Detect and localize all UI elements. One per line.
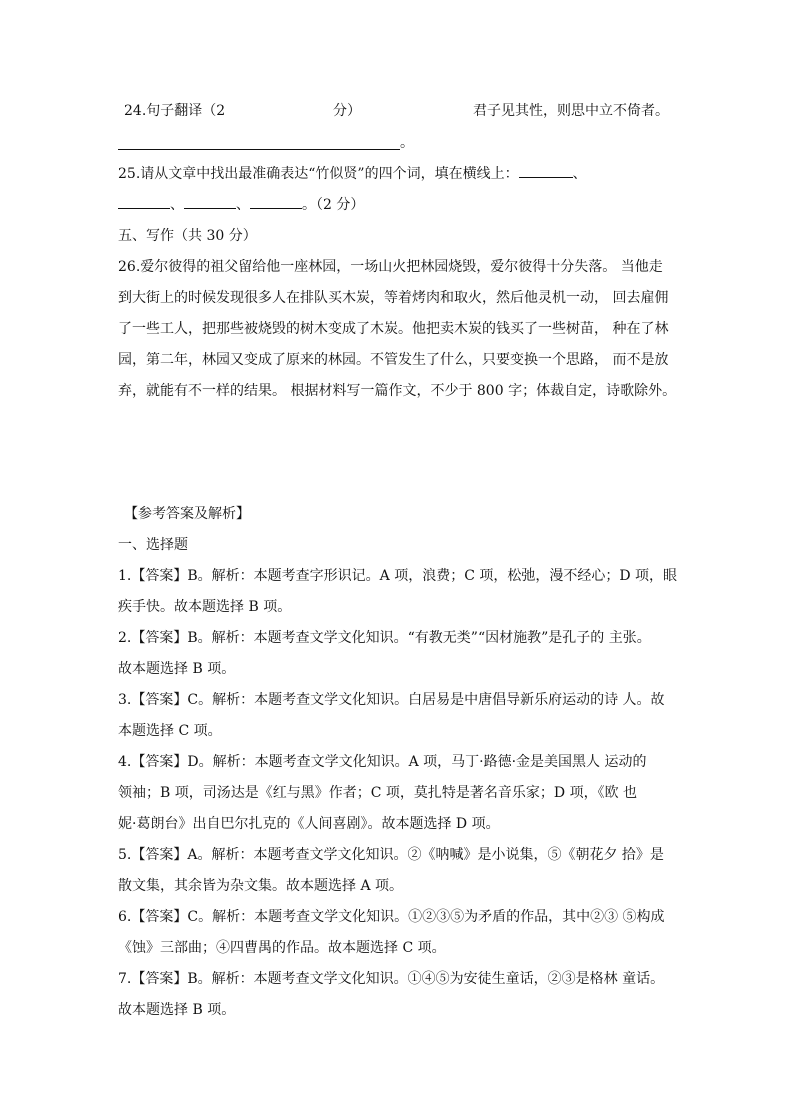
q25-prompt: 25.请从文章中找出最准确表达“竹似贤”的四个词，填在横线上： xyxy=(118,166,519,182)
q26-line: 园，第二年，林园又变成了原来的林园。不管发生了什么，只要变换一个思路， 而不是放 xyxy=(118,352,669,368)
q25-end: 。（2 分） xyxy=(302,197,365,213)
answer-line: 5.【答案】A。解析：本题考查文学文化知识。②《呐喊》是小说集，⑤《朝花夕 拾》是 xyxy=(118,847,664,863)
answer-line: 1.【答案】B。解析：本题考查字形识记。A 项，浪费；C 项，松弛，漫不经心；D 项，眼 xyxy=(118,568,678,584)
answer-line: 本题选择 C 项。 xyxy=(118,723,222,739)
q26-line: 到大街上的时候发现很多人在排队买木炭，等着烤肉和取火，然后他灵机一动， 回去雇佣 xyxy=(118,290,669,306)
q24-label: 24.句子翻译（2 xyxy=(124,103,226,119)
blank xyxy=(184,196,236,209)
q24-answer-line xyxy=(118,149,400,150)
answer-line: 疾手快。故本题选择 B 项。 xyxy=(118,599,292,615)
answer-line: 领袖；B 项，司汤达是《红与黑》作者；C 项，莫扎特是著名音乐家；D 项，《欧 也 xyxy=(118,785,638,801)
answer-line: 妮·葛朗台》出自巴尔扎克的《人间喜剧》。故本题选择 D 项。 xyxy=(118,816,500,832)
separator: 、 xyxy=(572,166,587,182)
answer-line: 6.【答案】C。解析：本题考查文学文化知识。①②③⑤为矛盾的作品，其中②③ ⑤构成 xyxy=(118,909,665,925)
answer-line: 3.【答案】C。解析：本题考查文学文化知识。白居易是中唐倡导新乐府运动的诗 人。故 xyxy=(118,692,665,708)
answer-line: 散文集，其余皆为杂文集。故本题选择 A 项。 xyxy=(118,878,404,894)
q24-end: 。 xyxy=(400,135,414,151)
separator: 、 xyxy=(236,197,250,213)
blank xyxy=(519,165,573,178)
section-heading: 一、选择题 xyxy=(118,537,188,553)
q25-question xyxy=(118,165,678,183)
answer-line: 2.【答案】B。解析：本题考查文学文化知识。“有教无类”“因材施教”是孔子的 主张。 xyxy=(118,630,651,646)
q24-score: 分） xyxy=(333,103,361,119)
q26-line: 了一些工人，把那些被烧毁的树木变成了木炭。他把卖木炭的钱买了一些树苗， 种在了林 xyxy=(118,321,669,337)
answer-line: 故本题选择 B 项。 xyxy=(118,661,236,677)
q24-sentence: 君子见其性，则思中立不倚者。 xyxy=(473,103,669,119)
answer-line: 故本题选择 B 项。 xyxy=(118,1002,236,1018)
blank xyxy=(250,196,302,209)
q25-blanks xyxy=(118,196,678,214)
q26-line: 弃，就能有不一样的结果。 根据材料写一篇作文，不少于 800 字；体裁自定，诗歌除外。 xyxy=(118,383,677,399)
answer-line: 4.【答案】D。解析：本题考查文学文化知识。A 项，马丁·路德·金是美国黑人 运动的 xyxy=(118,754,647,770)
answer-line: 《蚀》三部曲；④四曹禺的作品。故本题选择 C 项。 xyxy=(118,940,446,956)
q26-line: 26.爱尔彼得的祖父留给他一座林园，一场山火把林园烧毁，爱尔彼得十分失落。 当他走 xyxy=(118,259,663,275)
section-heading: 五、写作（共 30 分） xyxy=(118,228,257,244)
answer-line: 7.【答案】B。解析：本题考查文学文化知识。①④⑤为安徒生童话，②③是格林 童话。 xyxy=(118,971,665,987)
separator: 、 xyxy=(170,197,184,213)
blank xyxy=(118,196,170,209)
answers-title: 【参考答案及解析】 xyxy=(124,506,250,522)
